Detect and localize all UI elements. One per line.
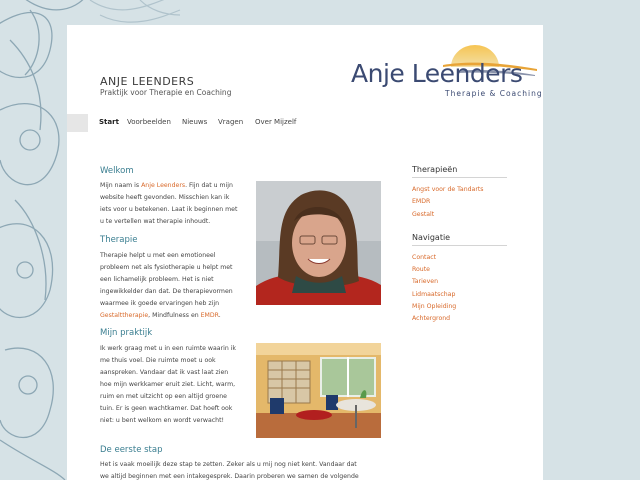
link-gestalttherapie[interactable]: Gestalttherapie bbox=[100, 312, 149, 319]
heading-therapie: Therapie bbox=[100, 235, 138, 245]
main-nav bbox=[67, 114, 543, 132]
nav-item-start[interactable]: Start bbox=[99, 118, 119, 126]
sidebar-link-emdr[interactable]: EMDR bbox=[412, 198, 431, 206]
sidebar-heading-therapieen: Therapieën bbox=[412, 165, 507, 178]
logo[interactable] bbox=[347, 45, 543, 105]
nav-item-over-mijzelf[interactable]: Over Mijzelf bbox=[255, 118, 297, 126]
nav-item-nieuws[interactable]: Nieuws bbox=[182, 118, 208, 126]
eerste-stap-text: Het is vaak moeilijk deze stap te zetten. Zeker als u mij nog niet kent. Vandaar dat we altijd beginnen met een intakegesprek. Daarin proberen we samen de volgende bbox=[100, 461, 359, 480]
logo-name: Anje Leenders bbox=[351, 59, 523, 88]
nav-marker bbox=[67, 114, 88, 132]
sidebar bbox=[412, 165, 507, 326]
link-anje-leenders[interactable]: Anje Leenders bbox=[141, 182, 186, 189]
nav-item-voorbeelden[interactable]: Voorbeelden bbox=[127, 118, 171, 126]
site-tagline: Praktijk voor Therapie en Coaching bbox=[100, 88, 232, 97]
nav-item-vragen[interactable]: Vragen bbox=[218, 118, 244, 126]
praktijk-text: Ik werk graag met u in een ruimte waarin ik me thuis voel. Die ruimte moet u ook aanspreken. Vandaar dat ik vast laat zien hoe mijn werkkamer eruit ziet. Licht, warm, ruim en met uitzicht op een altijd groene tuin. Er is geen wachtkamer. Dat hoeft ook niet: u bent welkom en wordt verwacht! bbox=[100, 345, 237, 424]
office-photo bbox=[256, 343, 381, 438]
sidebar-link-gestalt[interactable]: Gestalt bbox=[412, 210, 435, 218]
heading-eerste-stap: De eerste stap bbox=[100, 445, 163, 455]
sidebar-heading-navigatie: Navigatie bbox=[412, 233, 507, 246]
portrait-photo bbox=[256, 181, 381, 305]
sidebar-link-achtergrond[interactable]: Achtergrond bbox=[412, 315, 451, 323]
therapie-text: Therapie helpt u met een emotioneel probleem net als fysiotherapie u helpt met een lichamelijk probleem. Het is niet ingewikkelder dan dat. De therapievormen waarmee ik goede ervaringen heb zijn Gestalttherapie, Mindfulness en EMDR. bbox=[100, 252, 233, 319]
heading-welkom: Welkom bbox=[100, 166, 134, 176]
sidebar-link-route[interactable]: Route bbox=[412, 266, 430, 274]
sidebar-link-lidmaatschap[interactable]: Lidmaatschap bbox=[412, 290, 456, 298]
sidebar-link-contact[interactable]: Contact bbox=[412, 253, 437, 261]
sidebar-link-tarieven[interactable]: Tarieven bbox=[412, 278, 439, 286]
logo-subtitle: Therapie & Coaching bbox=[445, 89, 543, 98]
sidebar-link-angst-tandarts[interactable]: Angst voor de Tandarts bbox=[412, 186, 484, 193]
welkom-text: Mijn naam is Anje Leenders. Fijn dat u mijn website heeft gevonden. Misschien kan ik iets voor u betekenen. Laat ik beginnen met u te vertellen wat therapie inhoudt. bbox=[100, 182, 238, 225]
heading-mijn-praktijk: Mijn praktijk bbox=[100, 328, 153, 338]
sidebar-link-mijn-opleiding[interactable]: Mijn Opleiding bbox=[412, 303, 457, 311]
link-emdr[interactable]: EMDR bbox=[200, 312, 219, 319]
page-container bbox=[67, 25, 543, 480]
site-title: ANJE LEENDERS bbox=[100, 75, 195, 88]
